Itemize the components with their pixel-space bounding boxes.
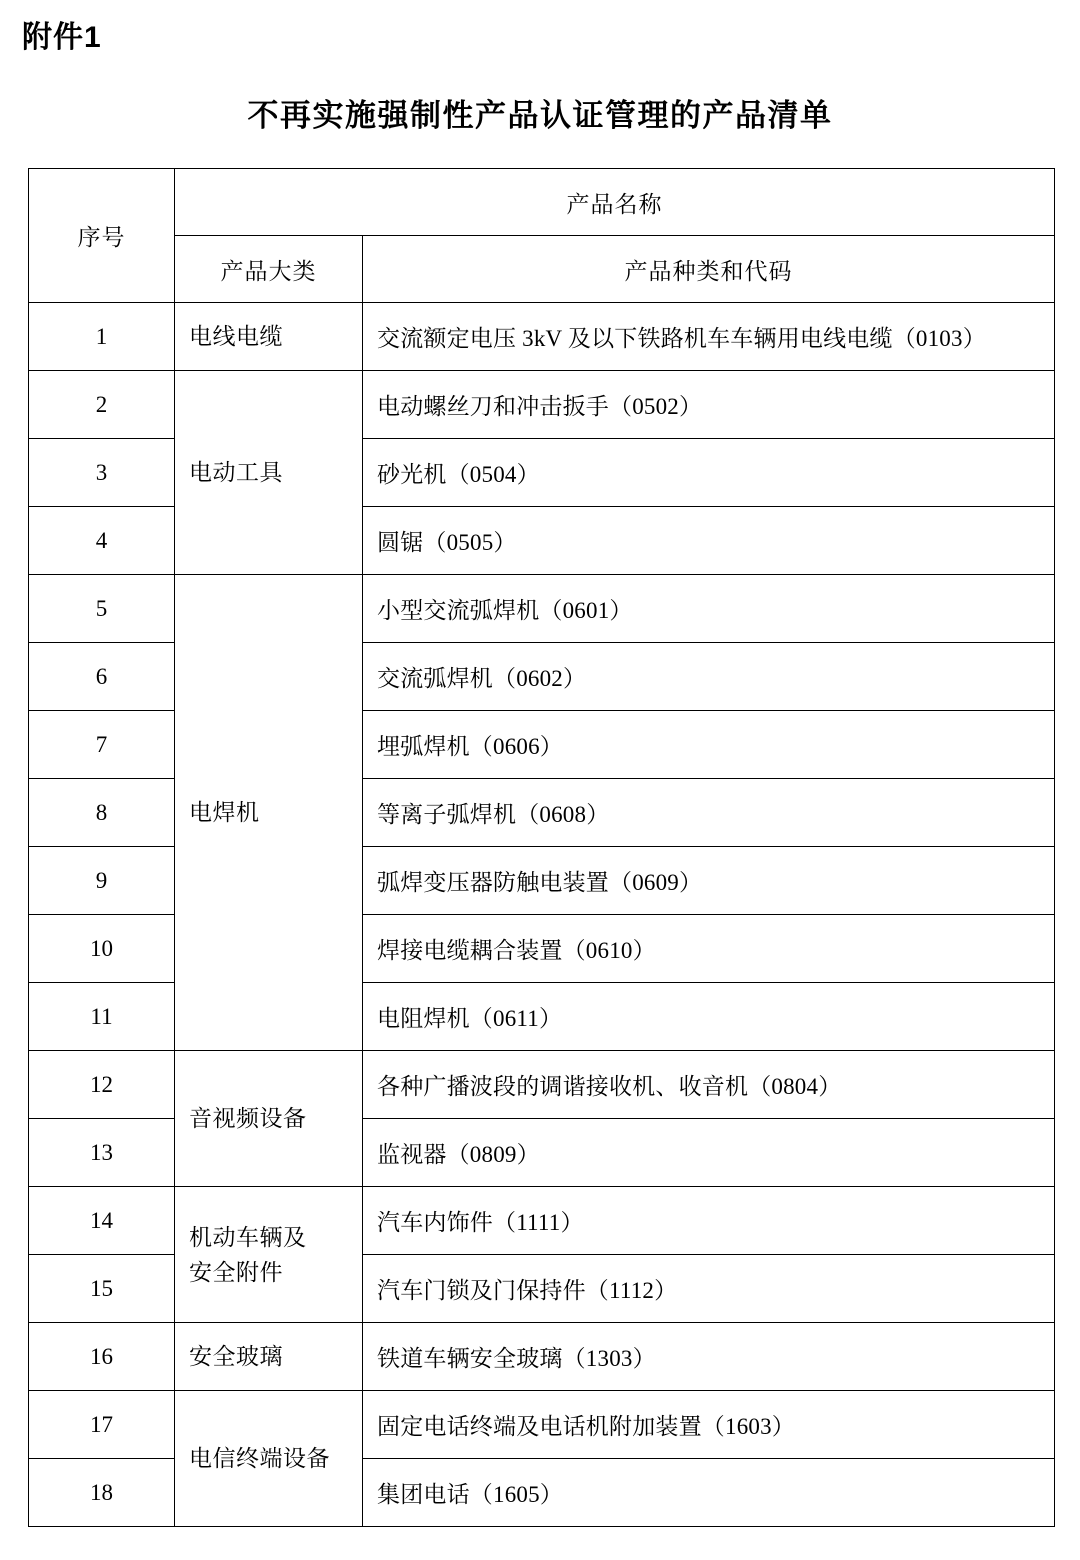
table-row: [29, 575, 1055, 643]
cell-index: 3: [29, 439, 175, 507]
table-row: [29, 1391, 1055, 1459]
cell-kind-and-code: 铁道车辆安全玻璃（1303）: [363, 1323, 1055, 1391]
cell-kind-and-code: 砂光机（0504）: [363, 439, 1055, 507]
cell-index: 17: [29, 1391, 175, 1459]
cell-index: 6: [29, 643, 175, 711]
cell-kind-and-code: 小型交流弧焊机（0601）: [363, 575, 1055, 643]
cell-kind-and-code: 集团电话（1605）: [363, 1459, 1055, 1527]
cell-major-category: 电动工具: [175, 371, 363, 575]
table-head: [29, 169, 1055, 303]
cell-kind-and-code: 交流弧焊机（0602）: [363, 643, 1055, 711]
cell-kind-and-code: 电动螺丝刀和冲击扳手（0502）: [363, 371, 1055, 439]
cell-kind-and-code: 固定电话终端及电话机附加装置（1603）: [363, 1391, 1055, 1459]
column-header-kind-and-code: 产品种类和代码: [363, 236, 1055, 303]
cell-kind-and-code: 弧焊变压器防触电装置（0609）: [363, 847, 1055, 915]
cell-index: 5: [29, 575, 175, 643]
page-title: 不再实施强制性产品认证管理的产品清单: [247, 98, 833, 133]
attachment-label: 附件1: [22, 21, 102, 54]
column-header-index: 序号: [29, 169, 175, 303]
cell-kind-and-code: 汽车门锁及门保持件（1112）: [363, 1255, 1055, 1323]
cell-index: 14: [29, 1187, 175, 1255]
cell-kind-and-code: 等离子弧焊机（0608）: [363, 779, 1055, 847]
table-row: [29, 1187, 1055, 1255]
cell-major-category: 电线电缆: [175, 303, 363, 371]
cell-kind-and-code: 各种广播波段的调谐接收机、收音机（0804）: [363, 1051, 1055, 1119]
cell-index: 18: [29, 1459, 175, 1527]
product-list-table-wrapper: [28, 168, 1054, 1527]
cell-major-category: 机动车辆及 安全附件: [175, 1187, 363, 1323]
table-header-row-1: [29, 169, 1055, 236]
cell-kind-and-code: 焊接电缆耦合装置（0610）: [363, 915, 1055, 983]
cell-index: 15: [29, 1255, 175, 1323]
cell-index: 4: [29, 507, 175, 575]
table-header-row-2: [29, 236, 1055, 303]
cell-index: 8: [29, 779, 175, 847]
table-row: [29, 303, 1055, 371]
cell-index: 9: [29, 847, 175, 915]
cell-kind-and-code: 圆锯（0505）: [363, 507, 1055, 575]
cell-index: 2: [29, 371, 175, 439]
cell-major-category: 电信终端设备: [175, 1391, 363, 1527]
cell-major-category: 音视频设备: [175, 1051, 363, 1187]
cell-kind-and-code: 电阻焊机（0611）: [363, 983, 1055, 1051]
cell-kind-and-code: 监视器（0809）: [363, 1119, 1055, 1187]
cell-kind-and-code: 汽车内饰件（1111）: [363, 1187, 1055, 1255]
cell-index: 11: [29, 983, 175, 1051]
cell-major-category: 安全玻璃: [175, 1323, 363, 1391]
table-row: [29, 371, 1055, 439]
cell-index: 13: [29, 1119, 175, 1187]
cell-major-category: 电焊机: [175, 575, 363, 1051]
cell-index: 7: [29, 711, 175, 779]
cell-index: 12: [29, 1051, 175, 1119]
cell-index: 10: [29, 915, 175, 983]
cell-kind-and-code: 埋弧焊机（0606）: [363, 711, 1055, 779]
column-header-major-category: 产品大类: [175, 236, 363, 303]
cell-index: 1: [29, 303, 175, 371]
cell-kind-and-code: 交流额定电压 3kV 及以下铁路机车车辆用电线电缆（0103）: [363, 303, 1055, 371]
column-header-product-name: 产品名称: [175, 169, 1055, 236]
table-body: [29, 303, 1055, 1527]
cell-index: 16: [29, 1323, 175, 1391]
table-row: [29, 1323, 1055, 1391]
table-row: [29, 1051, 1055, 1119]
product-list-table: [28, 168, 1055, 1527]
